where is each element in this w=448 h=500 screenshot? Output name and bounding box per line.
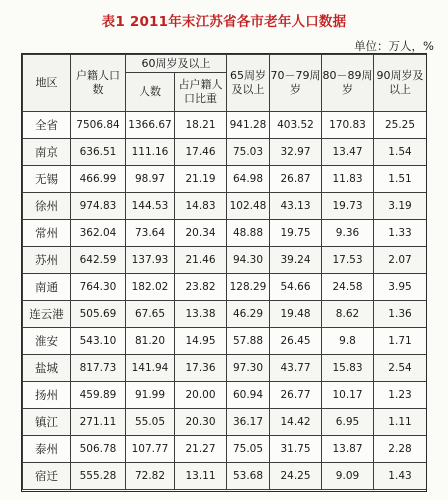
cell-age80-89: 10.17 xyxy=(322,382,374,409)
cell-region: 苏州 xyxy=(23,247,71,274)
cell-age90: 25.25 xyxy=(374,112,427,139)
cell-age60-ratio: 14.83 xyxy=(175,193,227,220)
cell-age60-count: 81.20 xyxy=(126,328,175,355)
cell-age60-count: 144.53 xyxy=(126,193,175,220)
cell-age60-ratio: 14.95 xyxy=(175,328,227,355)
cell-age70-79: 403.52 xyxy=(270,112,322,139)
cell-age90: 2.07 xyxy=(374,247,427,274)
header-household-pop: 户籍人口数 xyxy=(71,55,126,112)
cell-region: 宿迁 xyxy=(23,463,71,490)
cell-age60-ratio: 23.82 xyxy=(175,274,227,301)
cell-age60-ratio: 21.27 xyxy=(175,436,227,463)
cell-age80-89: 170.83 xyxy=(322,112,374,139)
cell-age70-79: 32.97 xyxy=(270,139,322,166)
cell-age60-count: 67.65 xyxy=(126,301,175,328)
header-age60-count: 人数 xyxy=(126,73,175,112)
table-row xyxy=(23,247,427,274)
cell-age60-ratio: 20.34 xyxy=(175,220,227,247)
cell-age60-count: 111.16 xyxy=(126,139,175,166)
cell-household-pop: 271.11 xyxy=(71,409,126,436)
cell-age80-89: 9.8 xyxy=(322,328,374,355)
cell-age80-89: 13.87 xyxy=(322,436,374,463)
cell-age60-count: 107.77 xyxy=(126,436,175,463)
cell-age65: 102.48 xyxy=(227,193,270,220)
cell-age80-89: 9.09 xyxy=(322,463,374,490)
cell-age65: 46.29 xyxy=(227,301,270,328)
cell-age70-79: 14.42 xyxy=(270,409,322,436)
cell-age60-count: 72.82 xyxy=(126,463,175,490)
cell-age90: 1.51 xyxy=(374,166,427,193)
cell-age60-ratio: 18.21 xyxy=(175,112,227,139)
cell-age90: 2.28 xyxy=(374,436,427,463)
cell-region: 无锡 xyxy=(23,166,71,193)
unit-note: 单位：万人，% xyxy=(354,39,434,53)
header-age70-79: 70－79周岁 xyxy=(270,55,322,112)
table-row xyxy=(23,436,427,463)
cell-age80-89: 11.83 xyxy=(322,166,374,193)
table-title: 表1 2011年末江苏省各市老年人口数据 xyxy=(101,14,347,30)
cell-age90: 1.43 xyxy=(374,463,427,490)
header-age60-group: 60周岁及以上 xyxy=(126,55,227,73)
cell-age80-89: 13.47 xyxy=(322,139,374,166)
table-row xyxy=(23,274,427,301)
cell-age60-ratio: 13.11 xyxy=(175,463,227,490)
cell-household-pop: 459.89 xyxy=(71,382,126,409)
cell-age70-79: 43.77 xyxy=(270,355,322,382)
cell-age90: 1.33 xyxy=(374,220,427,247)
cell-age65: 94.30 xyxy=(227,247,270,274)
cell-household-pop: 7506.84 xyxy=(71,112,126,139)
header-region: 地区 xyxy=(23,55,71,112)
cell-household-pop: 543.10 xyxy=(71,328,126,355)
cell-age60-ratio: 21.19 xyxy=(175,166,227,193)
header-age65: 65周岁及以上 xyxy=(227,55,270,112)
cell-region: 盐城 xyxy=(23,355,71,382)
cell-age65: 60.94 xyxy=(227,382,270,409)
cell-age70-79: 26.77 xyxy=(270,382,322,409)
cell-age90: 3.19 xyxy=(374,193,427,220)
cell-household-pop: 362.04 xyxy=(71,220,126,247)
cell-age60-ratio: 13.38 xyxy=(175,301,227,328)
table-body xyxy=(23,112,427,490)
cell-age65: 941.28 xyxy=(227,112,270,139)
cell-region: 连云港 xyxy=(23,301,71,328)
table-row xyxy=(23,463,427,490)
table-row xyxy=(23,382,427,409)
cell-region: 镇江 xyxy=(23,409,71,436)
cell-age60-ratio: 20.00 xyxy=(175,382,227,409)
cell-household-pop: 764.30 xyxy=(71,274,126,301)
cell-age70-79: 19.48 xyxy=(270,301,322,328)
cell-region: 南通 xyxy=(23,274,71,301)
cell-age70-79: 54.66 xyxy=(270,274,322,301)
table-row xyxy=(23,355,427,382)
cell-age90: 1.54 xyxy=(374,139,427,166)
cell-age70-79: 43.13 xyxy=(270,193,322,220)
cell-age90: 2.54 xyxy=(374,355,427,382)
table-row xyxy=(23,139,427,166)
cell-household-pop: 506.78 xyxy=(71,436,126,463)
cell-age65: 64.98 xyxy=(227,166,270,193)
cell-age60-count: 55.05 xyxy=(126,409,175,436)
cell-household-pop: 817.73 xyxy=(71,355,126,382)
cell-household-pop: 555.28 xyxy=(71,463,126,490)
cell-region: 常州 xyxy=(23,220,71,247)
cell-age80-89: 17.53 xyxy=(322,247,374,274)
cell-age80-89: 24.58 xyxy=(322,274,374,301)
cell-age65: 36.17 xyxy=(227,409,270,436)
cell-region: 淮安 xyxy=(23,328,71,355)
cell-age80-89: 15.83 xyxy=(322,355,374,382)
cell-age90: 3.95 xyxy=(374,274,427,301)
cell-age60-count: 73.64 xyxy=(126,220,175,247)
cell-age60-ratio: 17.36 xyxy=(175,355,227,382)
cell-age70-79: 31.75 xyxy=(270,436,322,463)
cell-age60-count: 98.97 xyxy=(126,166,175,193)
cell-age80-89: 9.36 xyxy=(322,220,374,247)
cell-region: 全省 xyxy=(23,112,71,139)
cell-age65: 53.68 xyxy=(227,463,270,490)
header-age90: 90周岁及以上 xyxy=(374,55,427,112)
cell-age60-count: 91.99 xyxy=(126,382,175,409)
cell-age60-ratio: 20.30 xyxy=(175,409,227,436)
table-row xyxy=(23,112,427,139)
cell-age60-ratio: 21.46 xyxy=(175,247,227,274)
cell-household-pop: 642.59 xyxy=(71,247,126,274)
cell-age65: 75.05 xyxy=(227,436,270,463)
cell-age70-79: 19.75 xyxy=(270,220,322,247)
cell-age60-count: 1366.67 xyxy=(126,112,175,139)
cell-region: 扬州 xyxy=(23,382,71,409)
cell-household-pop: 974.83 xyxy=(71,193,126,220)
cell-household-pop: 505.69 xyxy=(71,301,126,328)
table-row xyxy=(23,193,427,220)
cell-region: 南京 xyxy=(23,139,71,166)
cell-household-pop: 636.51 xyxy=(71,139,126,166)
table-row xyxy=(23,220,427,247)
header-age80-89: 80－89周岁 xyxy=(322,55,374,112)
cell-region: 泰州 xyxy=(23,436,71,463)
cell-age70-79: 26.45 xyxy=(270,328,322,355)
cell-age65: 128.29 xyxy=(227,274,270,301)
table-row xyxy=(23,301,427,328)
header-age60-ratio: 占户籍人口比重 xyxy=(175,73,227,112)
cell-age60-ratio: 17.46 xyxy=(175,139,227,166)
cell-age65: 48.88 xyxy=(227,220,270,247)
cell-age60-count: 141.94 xyxy=(126,355,175,382)
cell-age90: 1.71 xyxy=(374,328,427,355)
table-row xyxy=(23,328,427,355)
table-row xyxy=(23,409,427,436)
population-table xyxy=(22,54,427,490)
cell-age60-count: 182.02 xyxy=(126,274,175,301)
cell-age80-89: 19.73 xyxy=(322,193,374,220)
cell-age70-79: 39.24 xyxy=(270,247,322,274)
cell-age80-89: 8.62 xyxy=(322,301,374,328)
cell-age80-89: 6.95 xyxy=(322,409,374,436)
cell-age70-79: 24.25 xyxy=(270,463,322,490)
cell-age65: 57.88 xyxy=(227,328,270,355)
cell-age90: 1.36 xyxy=(374,301,427,328)
cell-household-pop: 466.99 xyxy=(71,166,126,193)
cell-age65: 75.03 xyxy=(227,139,270,166)
cell-age90: 1.23 xyxy=(374,382,427,409)
table-row xyxy=(23,166,427,193)
cell-age90: 1.11 xyxy=(374,409,427,436)
cell-age65: 97.30 xyxy=(227,355,270,382)
cell-age70-79: 26.87 xyxy=(270,166,322,193)
cell-region: 徐州 xyxy=(23,193,71,220)
cell-age60-count: 137.93 xyxy=(126,247,175,274)
